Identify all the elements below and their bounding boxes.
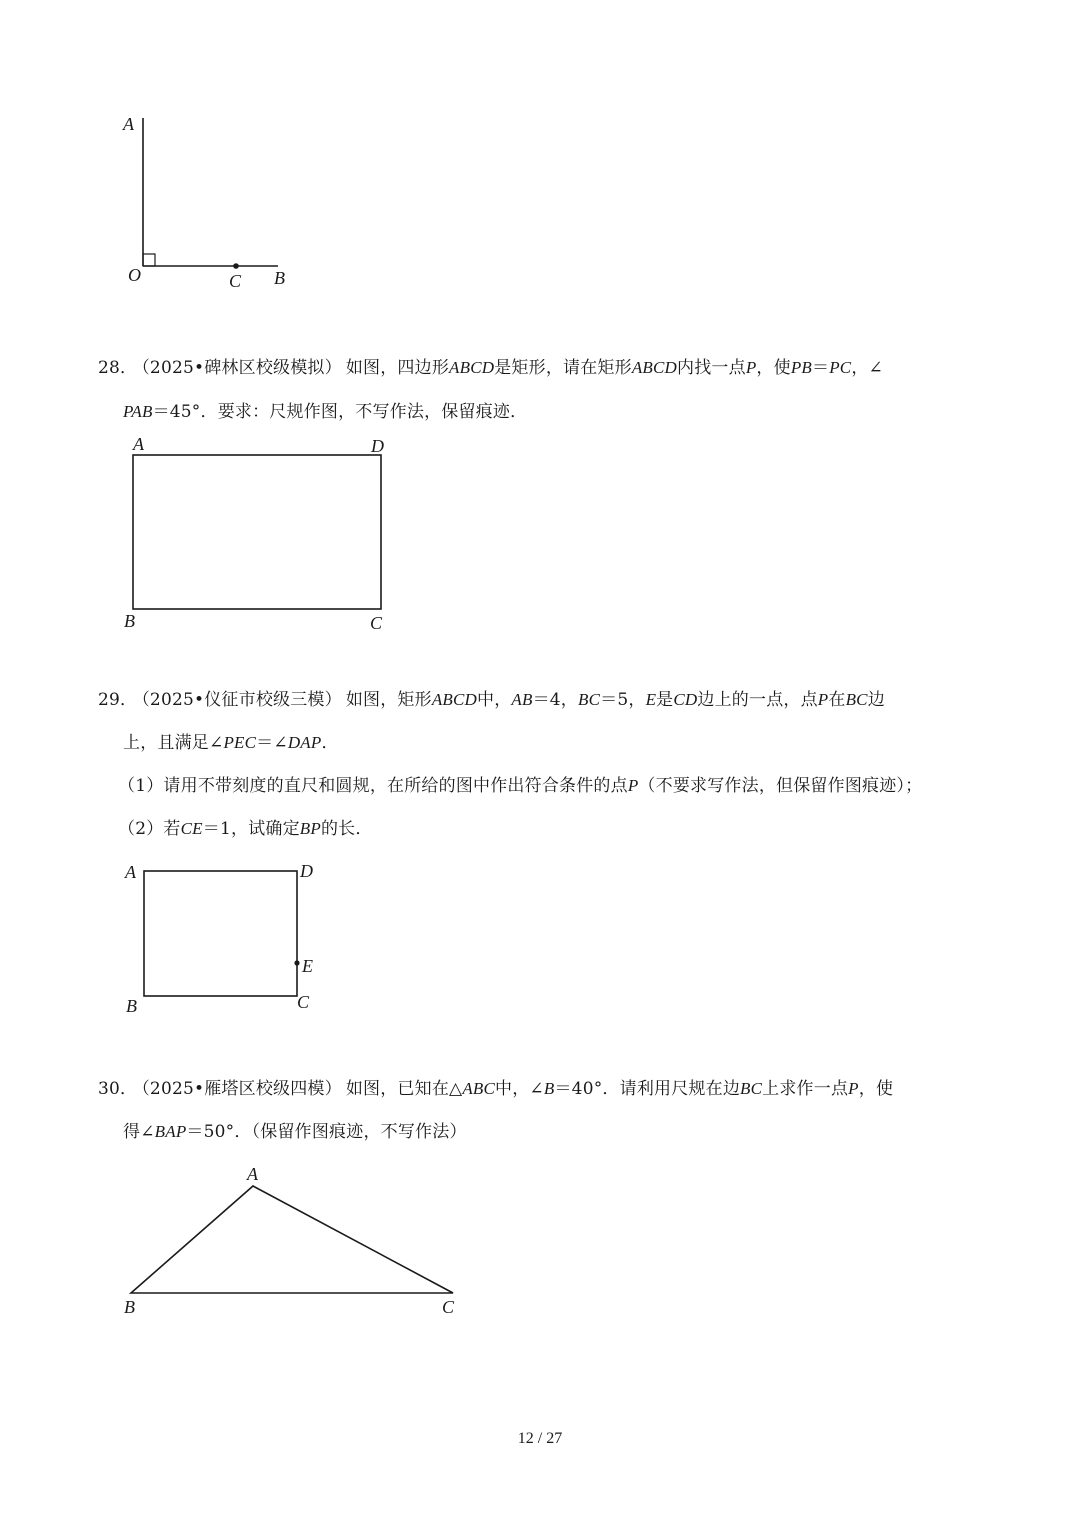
figure-30-triangle	[115, 1160, 475, 1320]
q29-part-1: （1）请用不带刻度的直尺和圆规，在所给的图中作出符合条件的点P（不要求写作法，但保留作图痕迹）；	[118, 776, 923, 796]
q29-line-2: 上，且满足∠PEC＝∠DAP．	[123, 733, 339, 753]
figure-27-right-angle	[110, 100, 310, 300]
label-B: B	[124, 1297, 135, 1317]
label-D: D	[371, 436, 384, 456]
q28-source: （2025•碑林区校级模拟）	[141, 358, 342, 378]
page-number: 12 / 27	[517, 1430, 563, 1447]
label-C: C	[229, 271, 242, 291]
q28-line-1: 28． （2025•碑林区校级模拟） 如图，四边形ABCD是矩形，请在矩形ABCD内找一点P，使PB＝PC，∠	[98, 358, 883, 378]
figure-28-rectangle	[115, 430, 405, 640]
q29-part-2: （2）若CE＝1，试确定BP的长．	[118, 819, 373, 839]
label-B: B	[124, 611, 135, 631]
figure-29-rectangle	[115, 855, 335, 1025]
label-A: A	[133, 434, 144, 454]
q30-source: （2025•雁塔区校级四模）	[141, 1079, 342, 1099]
label-B: B	[274, 268, 285, 288]
label-A: A	[123, 114, 134, 134]
q28-line-2: PAB＝45°．要求：尺规作图，不写作法，保留痕迹．	[123, 402, 528, 422]
label-A: A	[125, 862, 136, 882]
q30-line-1: 30． （2025•雁塔区校级四模） 如图，已知在△ABC中，∠B＝40°．请利用尺规在边BC上求作一点P，使	[98, 1079, 894, 1099]
label-D: D	[300, 861, 313, 881]
label-C: C	[370, 613, 383, 633]
label-E: E	[302, 956, 313, 976]
label-O: O	[128, 265, 141, 285]
q30-line-2: 得∠BAP＝50°．（保留作图痕迹，不写作法）	[123, 1122, 467, 1142]
label-B: B	[126, 996, 137, 1016]
label-C: C	[297, 992, 310, 1012]
label-A: A	[247, 1164, 258, 1184]
q29-line-1: 29． （2025•仪征市校级三模） 如图，矩形ABCD中，AB＝4，BC＝5，E是CD边上的一点，点P在BC边	[98, 690, 885, 710]
q30-number: 30．	[98, 1079, 138, 1099]
label-C: C	[442, 1297, 455, 1317]
q29-number: 29．	[98, 690, 138, 710]
q28-number: 28．	[98, 358, 138, 378]
q29-source: （2025•仪征市校级三模）	[141, 690, 342, 710]
